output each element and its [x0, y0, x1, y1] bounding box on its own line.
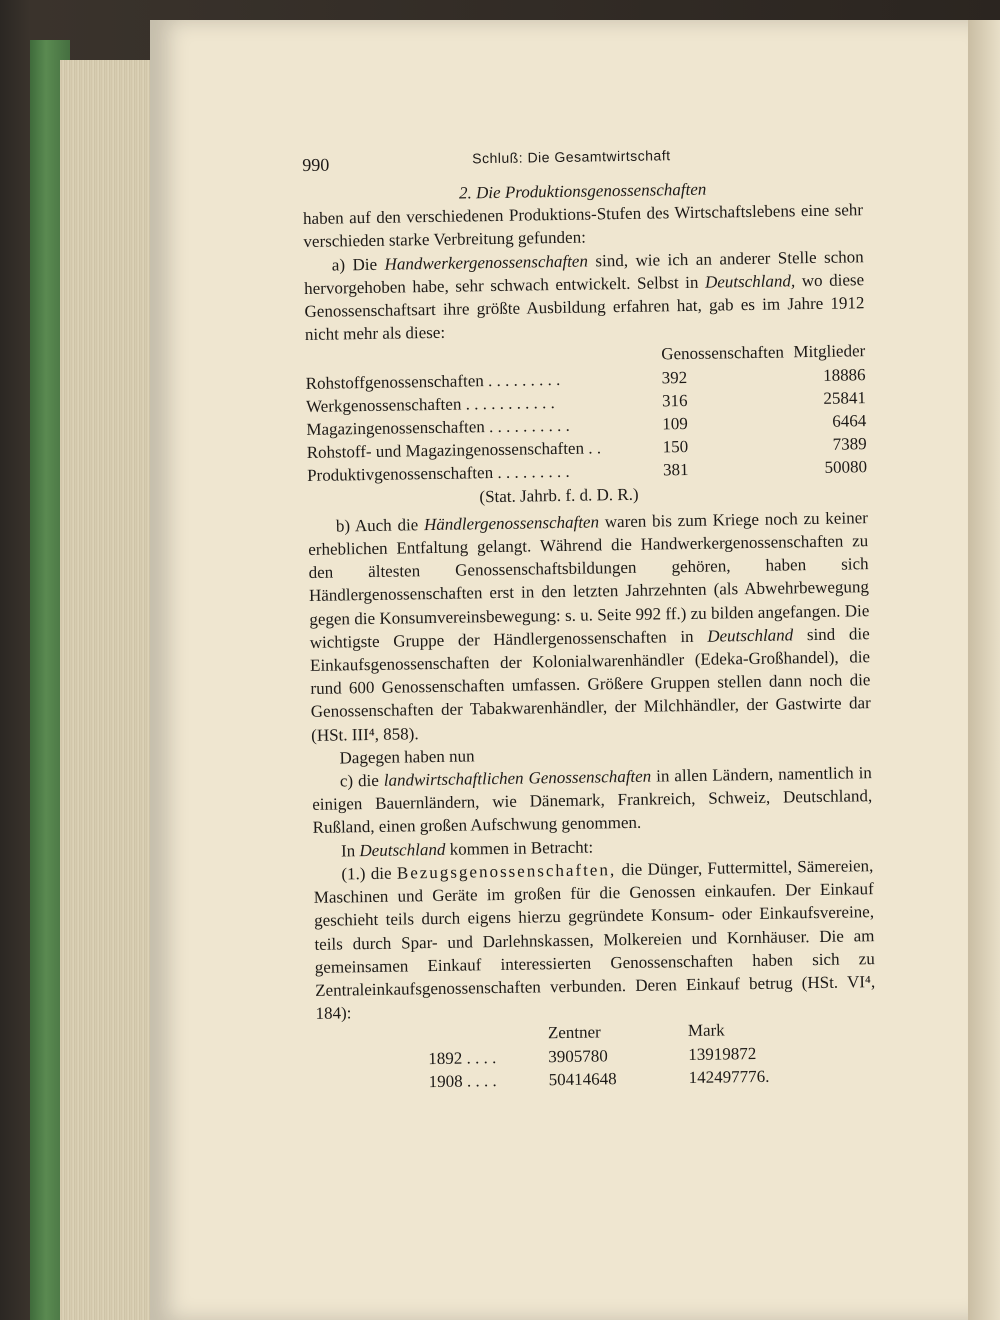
row-mitglieder: 18886: [822, 364, 866, 385]
paragraph-b-prefix: b) Auch die: [335, 514, 425, 536]
row-zentner: 3905780: [548, 1045, 608, 1066]
paragraph-b-mid: waren bis zum Kriege noch zu keiner erheblichen Entfaltung gelangt. Während die Handwerkergenossenschaften zu den ältesten Genossenschaftsbildungen gehören, haben sich Händlergenossenschaften erst in den letzten Jahrzehnten (als Abwehrbewegung gegen die Konsumvereinsbewegung: s. u. Seite 992 ff.) zu bilden angefangen. Die wichtigste Gruppe der Händlergenossenschaften in: [308, 508, 870, 652]
row-genossenschaften: 392: [661, 367, 688, 388]
row-genossenschaften: 316: [661, 390, 688, 411]
paragraph-b-term: Händlergenossenschaften: [423, 512, 600, 534]
paragraph-b-rest: sind die Einkaufsgenossenschaften der Kolonialwarenhändler (Edeka-Großhandel), die rund 600 Genossenschaften umfassen. Größere Gruppen stellen dann noch die Genossenschaften der Tabakwarenhändler, der Milchhändler, der Gastwirte dar (HSt. III⁴, 858).: [309, 624, 871, 745]
intro-paragraph: haben auf den verschiedenen Produktions-Stufen des Wirtschaftslebens eine sehr verschieden starke Verbreitung gefunden:: [302, 200, 864, 252]
paragraph-c-rest: in allen Ländern, namentlich in einigen Bauernländern, wie Dänemark, Frankreich, Schweiz, Deutschland, Rußland, einen großen Aufschwung genommen.: [312, 763, 873, 838]
row-name: Werkgenossenschaften . . . . . . . . . . .: [305, 392, 556, 416]
row-mitglieder: 7389: [832, 434, 867, 454]
paragraph-c-prefix: c) die: [339, 770, 384, 791]
table-header-cells: [661, 340, 865, 366]
paragraph-1-prefix: (1.) die: [341, 863, 398, 884]
page-number: 990: [302, 154, 330, 175]
table-header-spacer: [428, 1022, 548, 1047]
paragraph-1-rest: die Dünger, Futtermittel, Sämereien, Maschinen und Geräte im großen für die Genossen einkaufen. Der Einkauf geschieht teils durch eigens hierzu gegründete Konsum- oder Einkaufsvereine, teils durch Spar- und Darlehnskassen, Molkereien und Kornhäuser. Die am gemeinsamen Einkauf interessierten Genossenschaften haben sich zu Zentraleinkaufsgenossenschaften verbunden. Deren Einkauf betrug (HSt. VI⁴, 184):: [313, 856, 876, 1024]
row-mitglieder: 6464: [832, 411, 867, 431]
paragraph-in-prefix: In: [340, 840, 360, 861]
row-year: 1908 . . . .: [428, 1070, 497, 1091]
paragraph-in-country: Deutschland: [359, 839, 446, 860]
row-name: Produktivgenossenschaften . . . . . . . . .: [306, 462, 570, 486]
row-mark: 142497776.: [688, 1066, 770, 1087]
paragraph-a-rest: wo diese Genossenschaftsart ihre größte Ausbildung erfahren hat, gab es im Jahre 1912 nicht mehr als diese:: [304, 270, 865, 345]
row-mitglieder: 50080: [824, 457, 868, 478]
facing-page-edge: [968, 20, 1000, 1320]
row-name: Magazingenossenschaften . . . . . . . . . .: [306, 415, 570, 439]
paragraph-b-country: Deutschland: [707, 625, 794, 646]
row-name: Rohstoff- und Magazingenossenschaften . .: [306, 438, 602, 463]
paragraph-b: [308, 506, 872, 747]
column-header-mark: Mark: [687, 1020, 725, 1041]
column-header-genossenschaften: Genossenschaften: [661, 342, 785, 364]
row-genossenschaften: 109: [662, 414, 688, 434]
paragraph-c: [312, 761, 873, 839]
column-header-mitglieder: Mitglieder: [793, 341, 866, 362]
purchase-table: [428, 1017, 809, 1093]
row-genossenschaften: 381: [662, 460, 689, 480]
paragraph-a-country: Deutschland,: [704, 271, 796, 292]
paragraph-a-prefix: a) Die: [331, 254, 385, 275]
row-genossenschaften: 150: [662, 437, 689, 457]
paragraph-in-rest: kommen in Betracht:: [445, 837, 594, 859]
dagegen-line: Dagegen haben nun: [339, 746, 475, 768]
paragraph-1-term: Bezugsgenossenschaften,: [396, 860, 617, 883]
row-mark: 13919872: [688, 1043, 757, 1064]
page-edges: [60, 60, 157, 1320]
column-header-zentner: Zentner: [547, 1022, 601, 1043]
running-head: Schluß: Die Gesamtwirtschaft: [472, 147, 671, 167]
row-mitglieder: 25841: [823, 388, 867, 408]
paragraph-a: [304, 245, 865, 347]
row-zentner: 50414648: [548, 1068, 617, 1089]
section-title: 2. Die Produktionsgenossenschaften: [458, 179, 707, 203]
paragraph-a-mid: sind, wie ich an anderer Stelle schon hervorgehoben habe, sehr schwach entwickelt. Selbst in: [304, 246, 864, 298]
row-year: 1892 . . . .: [428, 1047, 497, 1068]
paragraph-c-term: landwirtschaftlichen Genossenschaften: [383, 766, 652, 790]
paragraph-a-term: Handwerkergenossenschaften: [384, 251, 589, 274]
page-content: [302, 141, 877, 1095]
craft-cooperatives-table: [305, 340, 867, 488]
paragraph-1: [313, 854, 875, 1025]
table-source: (Stat. Jahrb. f. d. D. R.): [479, 484, 639, 506]
row-name: Rohstoffgenossenschaften . . . . . . . . .: [305, 369, 561, 393]
